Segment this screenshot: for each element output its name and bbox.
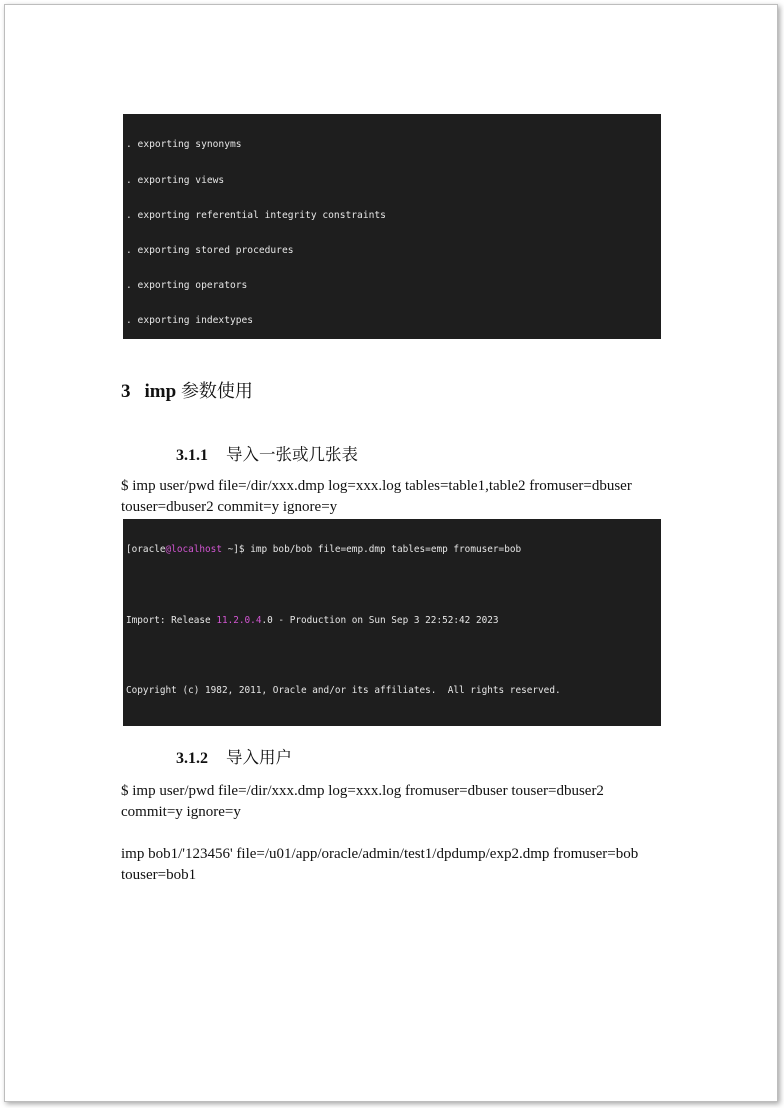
terminal-line: . exporting indextypes [126,314,254,326]
terminal-line: . exporting views [126,174,225,186]
paragraph-line: touser=dbuser2 commit=y ignore=y [121,499,338,515]
paragraph-line: imp bob1/'123456' file=/u01/app/oracle/admin/test1/dpdump/exp2.dmp fromuser=bob [121,846,639,862]
terminal-prompt-line [126,544,661,556]
import-terminal-screenshot [123,519,661,726]
terminal-line [126,615,661,627]
terminal-line: . exporting referential integrity constraints [126,209,386,221]
prompt-host: localhost [171,544,222,556]
subsection-title: 导入一张或几张表 [226,445,358,464]
paragraph-line: $ imp user/pwd file=/dir/xxx.dmp log=xxx.log tables=table1,table2 fromuser=dbuser [121,478,632,494]
prompt-user: [oracle [126,544,166,556]
paragraph-line: touser=bob1 [121,867,197,883]
section-title-cn: 参数使用 [180,381,253,402]
release-text: Import: Release [126,614,217,626]
prompt-command: ~]$ imp bob/bob file=emp.dmp tables=emp fromuser=bob [221,544,522,556]
subsection-heading-1 [176,441,358,465]
export-terminal-screenshot [123,114,661,339]
blank-line [126,650,661,662]
subsection-heading-2 [176,744,292,768]
subsection-number: 3.1.1 [176,447,208,464]
blank-line [126,580,661,592]
section-heading [121,377,253,403]
command-paragraph-2 [121,781,681,823]
release-version: 11.2.0.4 [216,614,262,626]
subsection-title: 导入用户 [226,748,292,767]
terminal-line: Copyright (c) 1982, 2011, Oracle and/or its affiliates. All rights reserved. [126,684,561,696]
paragraph-line: $ imp user/pwd file=/dir/xxx.dmp log=xxx.log fromuser=dbuser touser=dbuser2 [121,783,604,799]
section-number: 3 [121,381,131,402]
command-paragraph-1 [121,476,681,518]
terminal-line: . exporting operators [126,279,248,291]
paragraph-line: commit=y ignore=y [121,804,241,820]
prompt-at: @ [165,544,172,556]
release-text: .0 - Production on Sun Sep 3 22:52:42 2023 [261,614,499,626]
command-paragraph-3 [121,844,681,886]
terminal-line: . exporting synonyms [126,139,242,151]
subsection-number: 3.1.2 [176,750,208,767]
terminal-line: . exporting stored procedures [126,244,294,256]
section-title-en: imp [144,381,177,402]
blank-line [126,720,661,726]
